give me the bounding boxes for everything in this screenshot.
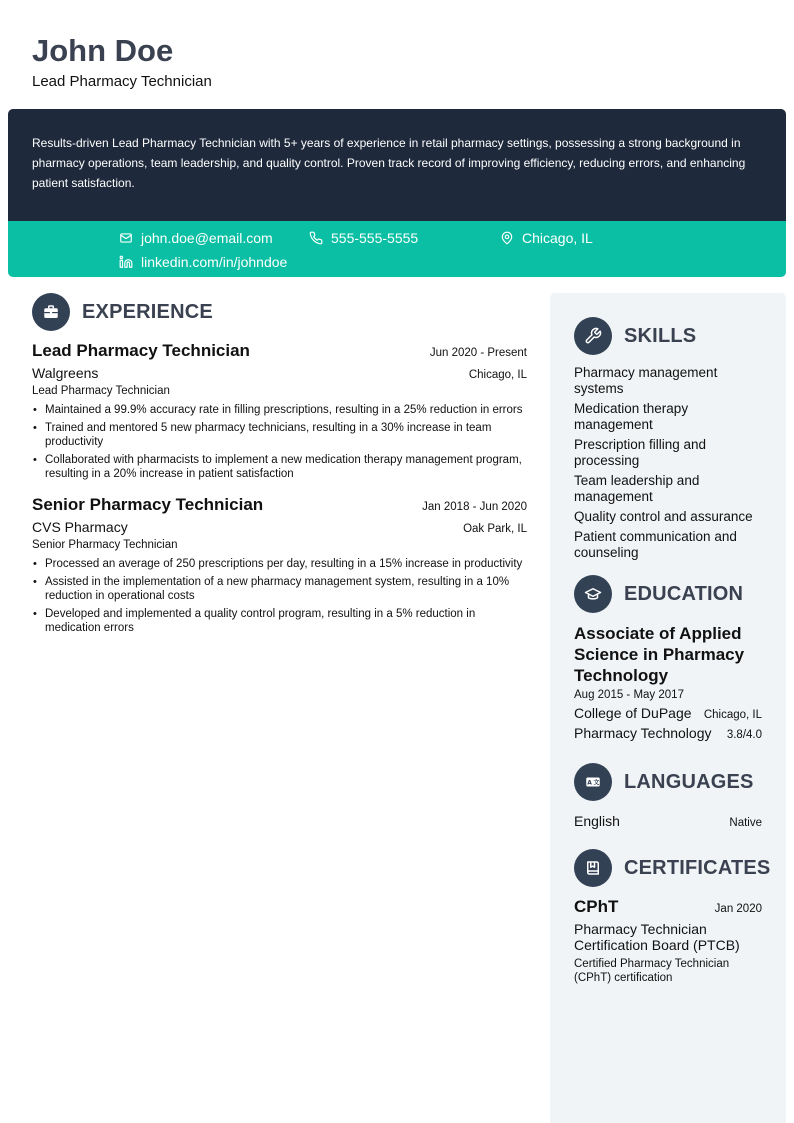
education-dates: Aug 2015 - May 2017 [574, 689, 684, 701]
job-bullet: • Processed an average of 250 prescriptions per day, resulting in a 15% increase in productivity [32, 557, 527, 571]
wrench-icon [584, 327, 602, 345]
job-dates: Jun 2020 - Present [429, 347, 527, 359]
job-role: Lead Pharmacy Technician [32, 385, 170, 397]
skill-item: Team leadership and management [574, 473, 700, 504]
job-location: Oak Park, IL [463, 523, 527, 535]
skill-item: Prescription filling and processing [574, 437, 707, 468]
language-level: Native [729, 817, 762, 829]
job-title: Lead Pharmacy Technician [32, 341, 250, 360]
skill-item: Medication therapy management [574, 401, 689, 432]
job-entry [32, 341, 527, 481]
job-bullet: • Collaborated with pharmacists to implement a new medication therapy management program, resulting in a 20% increase in patient satisfaction [32, 453, 527, 481]
summary-panel [8, 109, 786, 221]
certificates-title: CERTIFICATES [624, 856, 771, 879]
certificate-issuer: Pharmacy Technician Certification Board (PTCB) [574, 921, 740, 953]
job-company: Walgreens [32, 365, 99, 381]
job-company: CVS Pharmacy [32, 519, 128, 535]
certificates-icon-badge [574, 849, 612, 887]
main-column [32, 293, 527, 635]
job-dates: Jan 2018 - Jun 2020 [422, 501, 527, 513]
contact-phone[interactable] [309, 229, 418, 247]
svg-text:A: A [587, 779, 592, 787]
skill-item: Quality control and assurance [574, 509, 753, 524]
skill-item: Patient communication and counseling [574, 529, 737, 560]
education-heading [574, 575, 762, 613]
contact-email[interactable] [119, 229, 273, 247]
education-title: EDUCATION [624, 582, 744, 605]
book-icon [584, 859, 602, 877]
education-location: Chicago, IL [703, 709, 762, 721]
contact-location-text: Chicago, IL [522, 230, 593, 246]
languages-heading [574, 763, 762, 801]
certificates-heading [574, 849, 771, 887]
job-bullets [32, 403, 527, 481]
job-bullet: • Developed and implemented a quality control program, resulting in a 5% reduction in medication errors [32, 607, 527, 635]
sidebar [550, 293, 786, 1123]
languages-title: LANGUAGES [624, 770, 754, 793]
job-role: Senior Pharmacy Technician [32, 539, 178, 551]
job-bullet: • Trained and mentored 5 new pharmacy technicians, resulting in a 30% increase in team productivity [32, 421, 527, 449]
education-icon-badge [574, 575, 612, 613]
map-pin-icon [500, 231, 514, 245]
experience-icon-badge [32, 293, 70, 331]
skills-heading [574, 317, 762, 355]
language-name: English [574, 813, 620, 829]
svg-text:文: 文 [593, 779, 600, 787]
certificate-name: CPhT [574, 897, 619, 916]
languages-icon-badge [574, 763, 612, 801]
candidate-title: Lead Pharmacy Technician [32, 73, 212, 90]
briefcase-icon [42, 303, 60, 321]
job-bullet: • Assisted in the implementation of a new pharmacy management system, resulting in a 10% reduction in operational costs [32, 575, 527, 603]
contact-bar [8, 221, 786, 277]
certificate-row [574, 897, 762, 917]
resume-header [32, 33, 212, 91]
skill-item: Pharmacy management systems [574, 365, 718, 396]
contact-linkedin-text: linkedin.com/in/johndoe [141, 254, 288, 270]
job-bullet: • Maintained a 99.9% accuracy rate in filling prescriptions, resulting in a 25% reduction in errors [32, 403, 527, 417]
linkedin-icon [119, 255, 133, 269]
skills-list [574, 365, 762, 561]
phone-icon [309, 231, 323, 245]
education-degree: Associate of Applied Science in Pharmacy Technology [574, 624, 745, 685]
contact-email-text: john.doe@email.com [141, 230, 273, 246]
contact-phone-text: 555-555-5555 [331, 230, 419, 246]
job-location: Chicago, IL [468, 369, 527, 381]
education-field: Pharmacy Technology [574, 725, 712, 741]
education-school: College of DuPage [574, 705, 692, 721]
experience-heading [32, 293, 527, 331]
candidate-name: John Doe [32, 33, 174, 68]
experience-title: EXPERIENCE [82, 300, 213, 323]
skills-icon-badge [574, 317, 612, 355]
summary-text: Results-driven Lead Pharmacy Technician with 5+ years of experience in retail pharmacy settings, possessing a strong background in pharmacy operations, team leadership, and quality control. Proven track record of improving efficiency, reducing errors, and enhancing patient satisfaction. [32, 136, 746, 190]
education-gpa: 3.8/4.0 [726, 729, 762, 741]
certificate-date: Jan 2020 [714, 903, 762, 915]
graduation-cap-icon [584, 585, 602, 603]
skills-title: SKILLS [624, 324, 697, 347]
job-bullets [32, 557, 527, 635]
contact-linkedin[interactable] [119, 253, 287, 271]
language-row [574, 813, 762, 829]
job-title: Senior Pharmacy Technician [32, 495, 264, 514]
job-entry [32, 495, 527, 635]
mail-icon [119, 231, 133, 245]
contact-location [500, 229, 593, 247]
certificate-description: Certified Pharmacy Technician (CPhT) certification [574, 958, 730, 984]
translate-icon [584, 773, 602, 791]
